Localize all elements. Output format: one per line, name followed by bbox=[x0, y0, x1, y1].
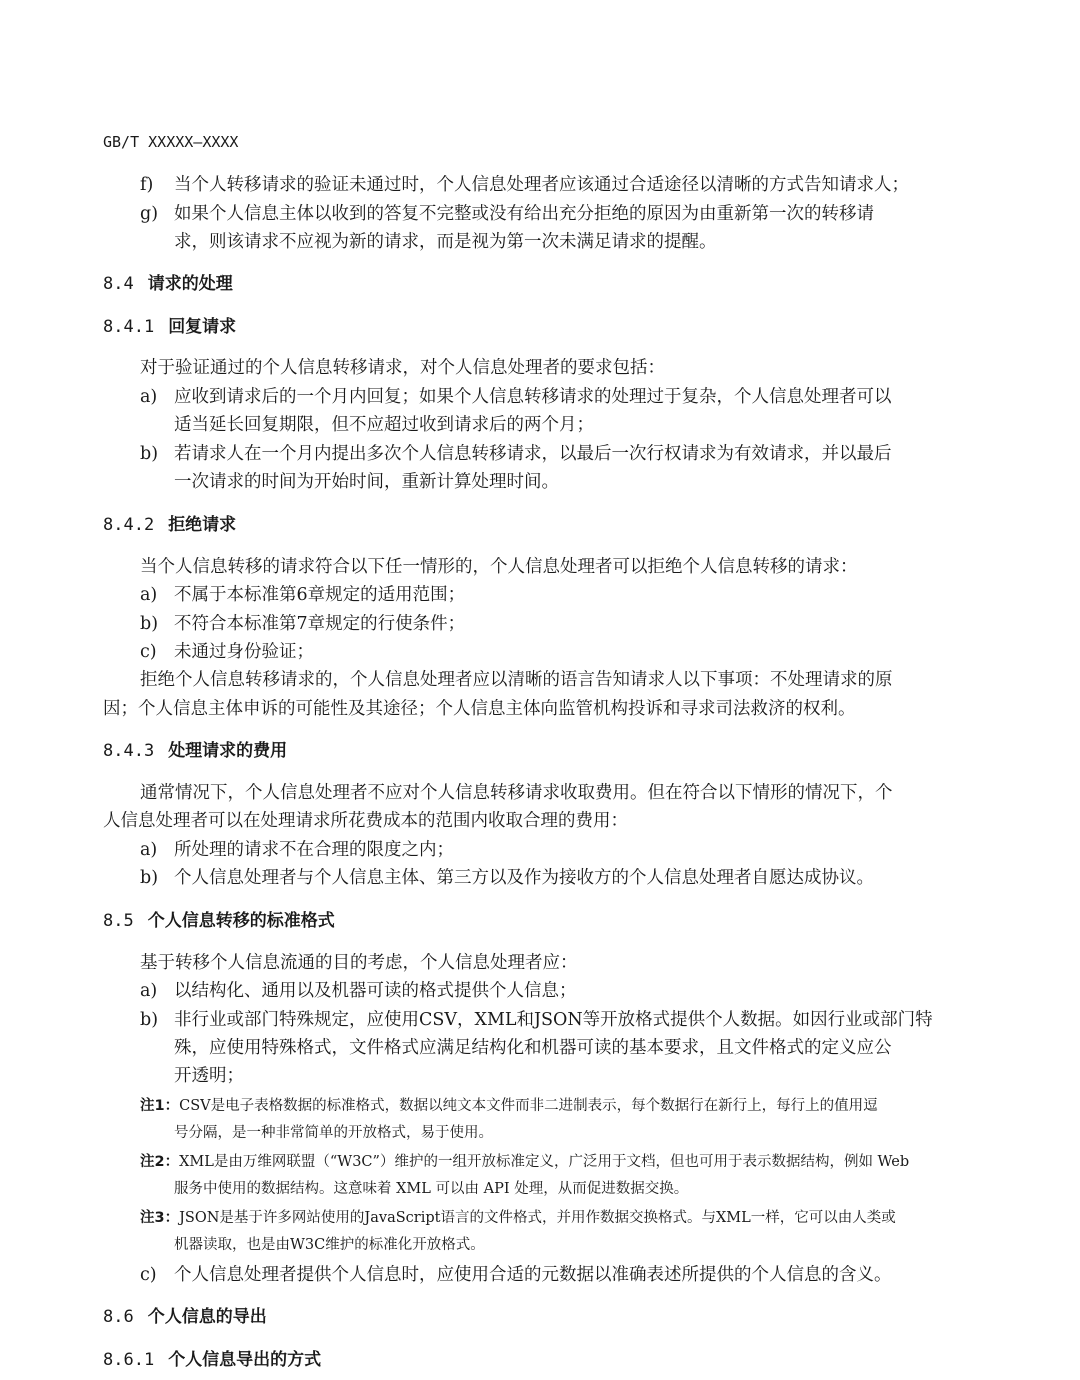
paragraph-continuation: 因；个人信息主体申诉的可能性及其途径；个人信息主体向监管机构投诉和寻求司法救济的权利。 bbox=[103, 699, 856, 719]
note-text-continuation: 机器读取，也是由W3C维护的标准化开放格式。 bbox=[174, 1237, 485, 1253]
section-number: 8.4.3 bbox=[103, 741, 155, 761]
list-item-g bbox=[140, 202, 874, 226]
section-heading-8-4-2 bbox=[103, 513, 236, 537]
list-text-continuation: 开透明； bbox=[174, 1066, 244, 1086]
section-heading-8-6-1 bbox=[103, 1348, 321, 1372]
note-text: JSON是基于许多网站使用的JavaScript语言的文件格式，并用作数据交换格式。与XML一样，它可以由人类或 bbox=[179, 1210, 896, 1226]
list-text: 应收到请求后的一个月内回复；如果个人信息转移请求的处理过于复杂，个人信息处理者可以 bbox=[174, 387, 892, 407]
list-text: 当个人转移请求的验证未通过时，个人信息处理者应该通过合适途径以清晰的方式告知请求人； bbox=[174, 175, 909, 195]
list-item-c bbox=[140, 1263, 892, 1287]
list-item-f bbox=[140, 173, 909, 197]
list-item-a bbox=[140, 583, 465, 607]
list-item-a bbox=[140, 385, 892, 409]
note-3 bbox=[140, 1208, 896, 1228]
list-text: 若请求人在一个月内提出多次个人信息转移请求，以最后一次行权请求为有效请求，并以最后 bbox=[174, 444, 892, 464]
section-number: 8.5 bbox=[103, 911, 134, 931]
document-code-header: GB/T XXXXX—XXXX bbox=[103, 133, 239, 151]
list-text: 不符合本标准第7章规定的行使条件； bbox=[174, 614, 466, 634]
list-label: b) bbox=[140, 868, 159, 888]
list-item-b bbox=[140, 612, 465, 636]
list-label: b) bbox=[140, 614, 159, 634]
section-title: 处理请求的费用 bbox=[168, 741, 288, 761]
list-label: c) bbox=[140, 642, 157, 662]
section-number: 8.4.1 bbox=[103, 317, 155, 337]
paragraph: 基于转移个人信息流通的目的考虑，个人信息处理者应： bbox=[140, 953, 578, 973]
section-number: 8.4.2 bbox=[103, 515, 155, 535]
list-text-continuation: 殊，应使用特殊格式，文件格式应满足结构化和机器可读的基本要求，且文件格式的定义应公 bbox=[174, 1038, 892, 1058]
section-title: 个人信息转移的标准格式 bbox=[147, 911, 335, 931]
section-heading-8-5 bbox=[103, 909, 335, 933]
list-item-c bbox=[140, 640, 314, 664]
list-label: g) bbox=[140, 204, 159, 224]
note-1 bbox=[140, 1096, 878, 1116]
list-label: a) bbox=[140, 840, 158, 860]
list-text: 非行业或部门特殊规定，应使用CSV，XML和JSON等开放格式提供个人数据。如因行业或部门特 bbox=[174, 1010, 933, 1030]
paragraph: 通常情况下，个人信息处理者不应对个人信息转移请求收取费用。但在符合以下情形的情况下，个 bbox=[140, 783, 893, 803]
list-item-b bbox=[140, 1008, 933, 1032]
list-label: f) bbox=[140, 175, 154, 195]
list-label: b) bbox=[140, 1010, 159, 1030]
list-text: 所处理的请求不在合理的限度之内； bbox=[174, 840, 454, 860]
list-text-continuation: 求，则该请求不应视为新的请求，而是视为第一次未满足请求的提醒。 bbox=[174, 232, 717, 252]
paragraph: 对于验证通过的个人信息转移请求，对个人信息处理者的要求包括： bbox=[140, 358, 665, 378]
list-item-a bbox=[140, 838, 454, 862]
note-label: 注3： bbox=[140, 1210, 180, 1226]
note-text-continuation: 服务中使用的数据结构。这意味着 XML 可以由 API 处理，从而促进数据交换。 bbox=[174, 1181, 689, 1197]
section-heading-8-4-1 bbox=[103, 315, 236, 339]
list-item-a bbox=[140, 979, 577, 1003]
list-label: c) bbox=[140, 1265, 157, 1285]
section-title: 个人信息导出的方式 bbox=[168, 1350, 322, 1370]
note-text-continuation: 号分隔，是一种非常简单的开放格式，易于使用。 bbox=[174, 1125, 493, 1141]
note-label: 注2： bbox=[140, 1154, 180, 1170]
paragraph-continuation: 人信息处理者可以在处理请求所花费成本的范围内收取合理的费用： bbox=[103, 811, 628, 831]
list-text-continuation: 一次请求的时间为开始时间，重新计算处理时间。 bbox=[174, 472, 559, 492]
section-heading-8-6 bbox=[103, 1305, 267, 1329]
section-title: 回复请求 bbox=[168, 317, 237, 337]
section-number: 8.4 bbox=[103, 274, 134, 294]
paragraph: 当个人信息转移的请求符合以下任一情形的，个人信息处理者可以拒绝个人信息转移的请求： bbox=[140, 557, 858, 577]
section-title: 拒绝请求 bbox=[168, 515, 237, 535]
list-text: 如果个人信息主体以收到的答复不完整或没有给出充分拒绝的原因为由重新第一次的转移请 bbox=[174, 204, 874, 224]
list-item-b bbox=[140, 442, 892, 466]
note-text: CSV是电子表格数据的标准格式，数据以纯文本文件而非二进制表示，每个数据行在新行上，每行上的值用逗 bbox=[179, 1098, 878, 1114]
list-item-b bbox=[140, 866, 874, 890]
note-text: XML是由万维网联盟（“W3C”）维护的一组开放标准定义，广泛用于文档，但也可用于表示数据结构，例如 Web bbox=[179, 1154, 910, 1170]
list-label: a) bbox=[140, 585, 158, 605]
list-label: a) bbox=[140, 981, 158, 1001]
section-heading-8-4-3 bbox=[103, 739, 287, 763]
section-number: 8.6 bbox=[103, 1307, 134, 1327]
list-text: 个人信息处理者与个人信息主体、第三方以及作为接收方的个人信息处理者自愿达成协议。 bbox=[174, 868, 874, 888]
list-text: 不属于本标准第6章规定的适用范围； bbox=[174, 585, 466, 605]
section-title: 个人信息的导出 bbox=[147, 1307, 267, 1327]
section-number: 8.6.1 bbox=[103, 1350, 155, 1370]
note-2 bbox=[140, 1152, 909, 1172]
section-heading-8-4 bbox=[103, 272, 233, 296]
list-text: 个人信息处理者提供个人信息时，应使用合适的元数据以准确表述所提供的个人信息的含义。 bbox=[174, 1265, 892, 1285]
list-label: a) bbox=[140, 387, 158, 407]
note-label: 注1： bbox=[140, 1098, 180, 1114]
list-text: 以结构化、通用以及机器可读的格式提供个人信息； bbox=[174, 981, 577, 1001]
section-title: 请求的处理 bbox=[147, 274, 233, 294]
list-label: b) bbox=[140, 444, 159, 464]
paragraph: 拒绝个人信息转移请求的，个人信息处理者应以清晰的语言告知请求人以下事项：不处理请求的原 bbox=[140, 670, 893, 690]
list-text-continuation: 适当延长回复期限，但不应超过收到请求后的两个月； bbox=[174, 415, 594, 435]
list-text: 未通过身份验证； bbox=[174, 642, 314, 662]
